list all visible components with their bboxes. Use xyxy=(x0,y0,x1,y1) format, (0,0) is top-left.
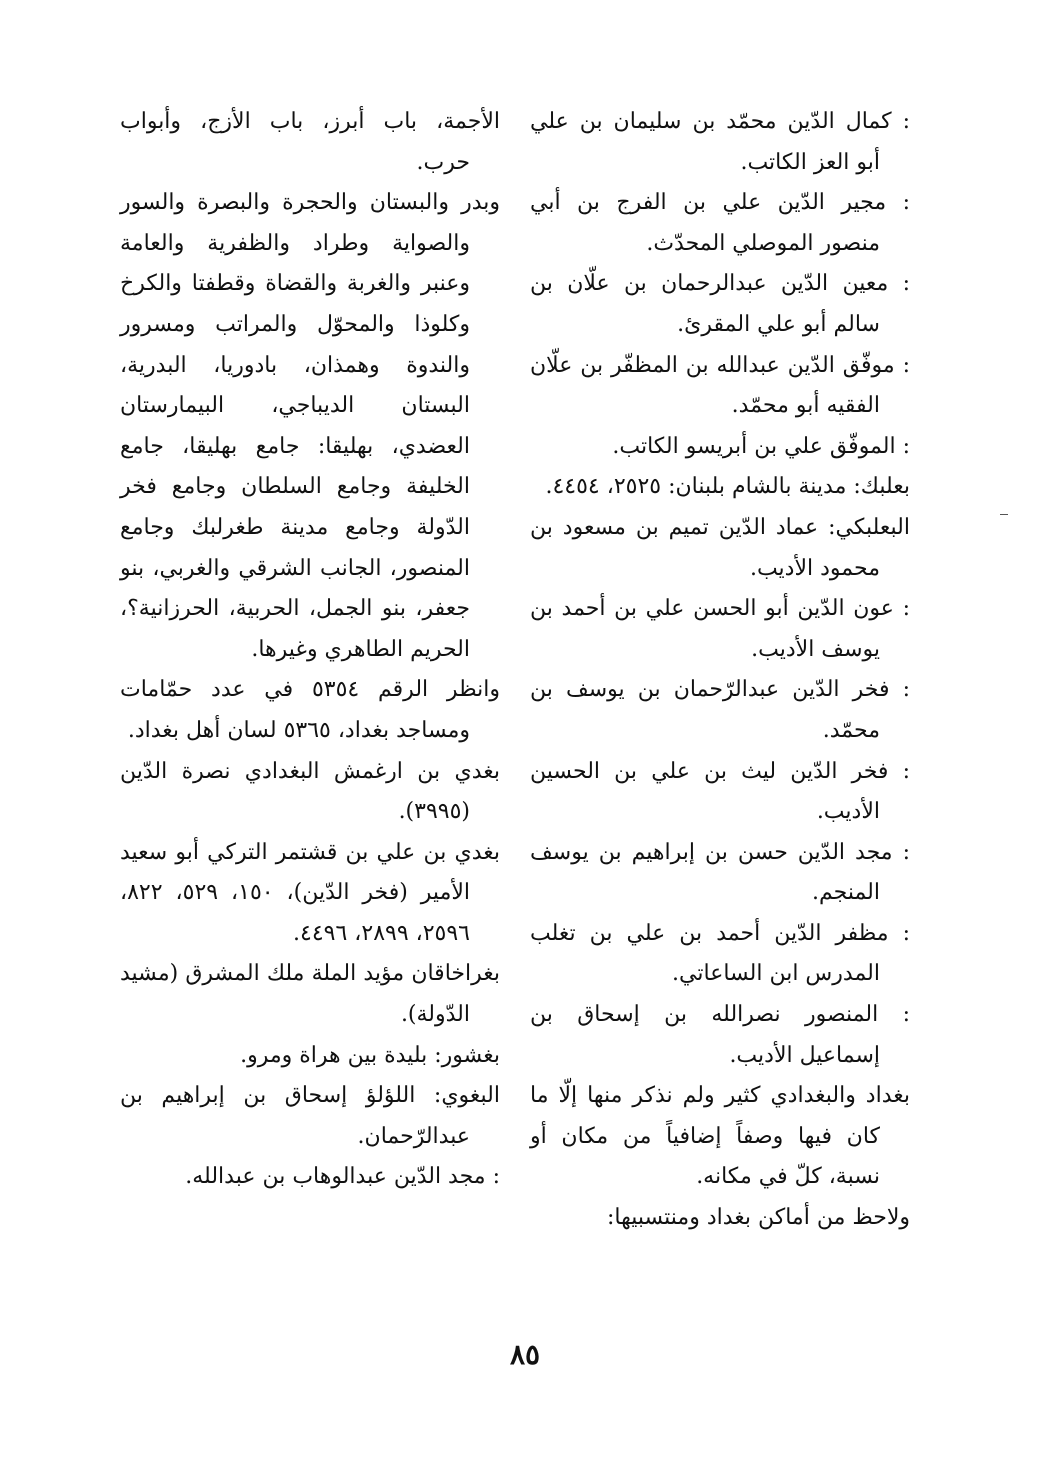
index-entry: : موفّق الدّين عبدالله بن المظفّر بن علّان الفقيه أبو محمّد. xyxy=(530,352,910,419)
index-entry: : عون الدّين أبو الحسن علي بن أحمد بن يوسف الأديب. xyxy=(530,596,910,662)
margin-mark xyxy=(1000,514,1008,515)
index-entry: بعلبك: مدينة بالشام بلبنان: ٢٥٢٥، ٤٤٥٤. xyxy=(545,474,910,500)
index-entry: الأجمة، باب أبرز، باب الأزج، وأبواب حرب. xyxy=(120,109,500,175)
index-entry: بغداد والبغدادي كثير ولم نذكر منها إلّا ما كان فيها وصفاً إضافياً من مكان أو نسبة، كلّ في مكانه. xyxy=(530,1083,910,1190)
index-entry: : مجير الدّين علي بن الفرج بن أبي منصور الموصلي المحدّث. xyxy=(530,190,910,256)
index-entry: : مجد الدّين عبدالوهاب بن عبدالله. xyxy=(185,1164,500,1190)
index-entry: وانظر الرقم ٥٣٥٤ في عدد حمّامات ومساجد بغداد، ٥٣٦٥ لسان أهل بغداد. xyxy=(120,677,500,743)
index-entry: بغدي بن ارغمش البغدادي نصرة الدّين (٣٩٩٥). xyxy=(120,758,500,825)
index-entry: ولاحظ من أماكن بغداد ومنتسبيها: xyxy=(606,1205,910,1231)
index-entry: البغوي: اللؤلؤ إسحاق بن إبراهيم بن عبدالرّحمان. xyxy=(120,1083,500,1149)
index-entry: وبدر والبستان والحجرة والبصرة والسور والصواية وطراد والظفرية والعامة وعنبر والغربة والقضاة وقطفتا والكرخ وكلوذا والمحوّل والمراتب ومسرور والندوة وهمذان، بادوريا، البدرية، البستان الديباجي، البيمارستان العضدي، بهليقا: جامع بهليقا، جامع الخليفة وجامع السلطان وجامع فخر الدّولة وجامع مدينة طغرلبك وجامع المنصور، الجانب الشرقي والغربي، بنو جعفر، بنو الجمل، الحربية، الحرزانية؟، الحريم الطاهري وغيرها. xyxy=(120,190,500,662)
index-entry: : فخر الدّين عبدالرّحمان بن يوسف بن محمّد. xyxy=(530,677,910,743)
left-column xyxy=(120,102,500,1198)
index-entry: البعلبكي: عماد الدّين تميم بن مسعود بن محمود الأديب. xyxy=(530,514,910,581)
index-entry: بغراخاقان مؤيد الملة ملك المشرق (مشيد الدّولة). xyxy=(120,961,500,1028)
index-entry: : مظفر الدّين أحمد بن علي بن تغلب المدرس ابن الساعاتي. xyxy=(530,920,910,987)
index-entry: : فخر الدّين ليث بن علي بن الحسين الأديب. xyxy=(530,758,910,825)
page-number: ٨٥ xyxy=(509,1338,541,1371)
right-column xyxy=(530,102,910,1239)
index-entry: : الموفّق علي بن أبريسو الكاتب. xyxy=(612,433,910,459)
index-entry: : كمال الدّين محمّد بن سليمان بن علي أبو العز الكاتب. xyxy=(530,109,910,175)
index-entry: : المنصور نصرالله بن إسحاق بن إسماعيل الأديب. xyxy=(530,1002,910,1068)
index-entry: بغشور: بليدة بين هراة ومرو. xyxy=(240,1042,500,1068)
index-entry: : مجد الدّين حسن بن إبراهيم بن يوسف المنجم. xyxy=(530,839,910,906)
index-entry: بغدي بن علي بن قشتمر التركي أبو سعيد الأمير (فخر الدّين)، ١٥٠، ٥٢٩، ٨٢٢، ٢٥٩٦، ٢٨٩٩، ٤٤٩٦. xyxy=(120,839,500,946)
index-entry: : معين الدّين عبدالرحمان بن علّان بن سالم أبو علي المقرئ. xyxy=(530,271,910,337)
